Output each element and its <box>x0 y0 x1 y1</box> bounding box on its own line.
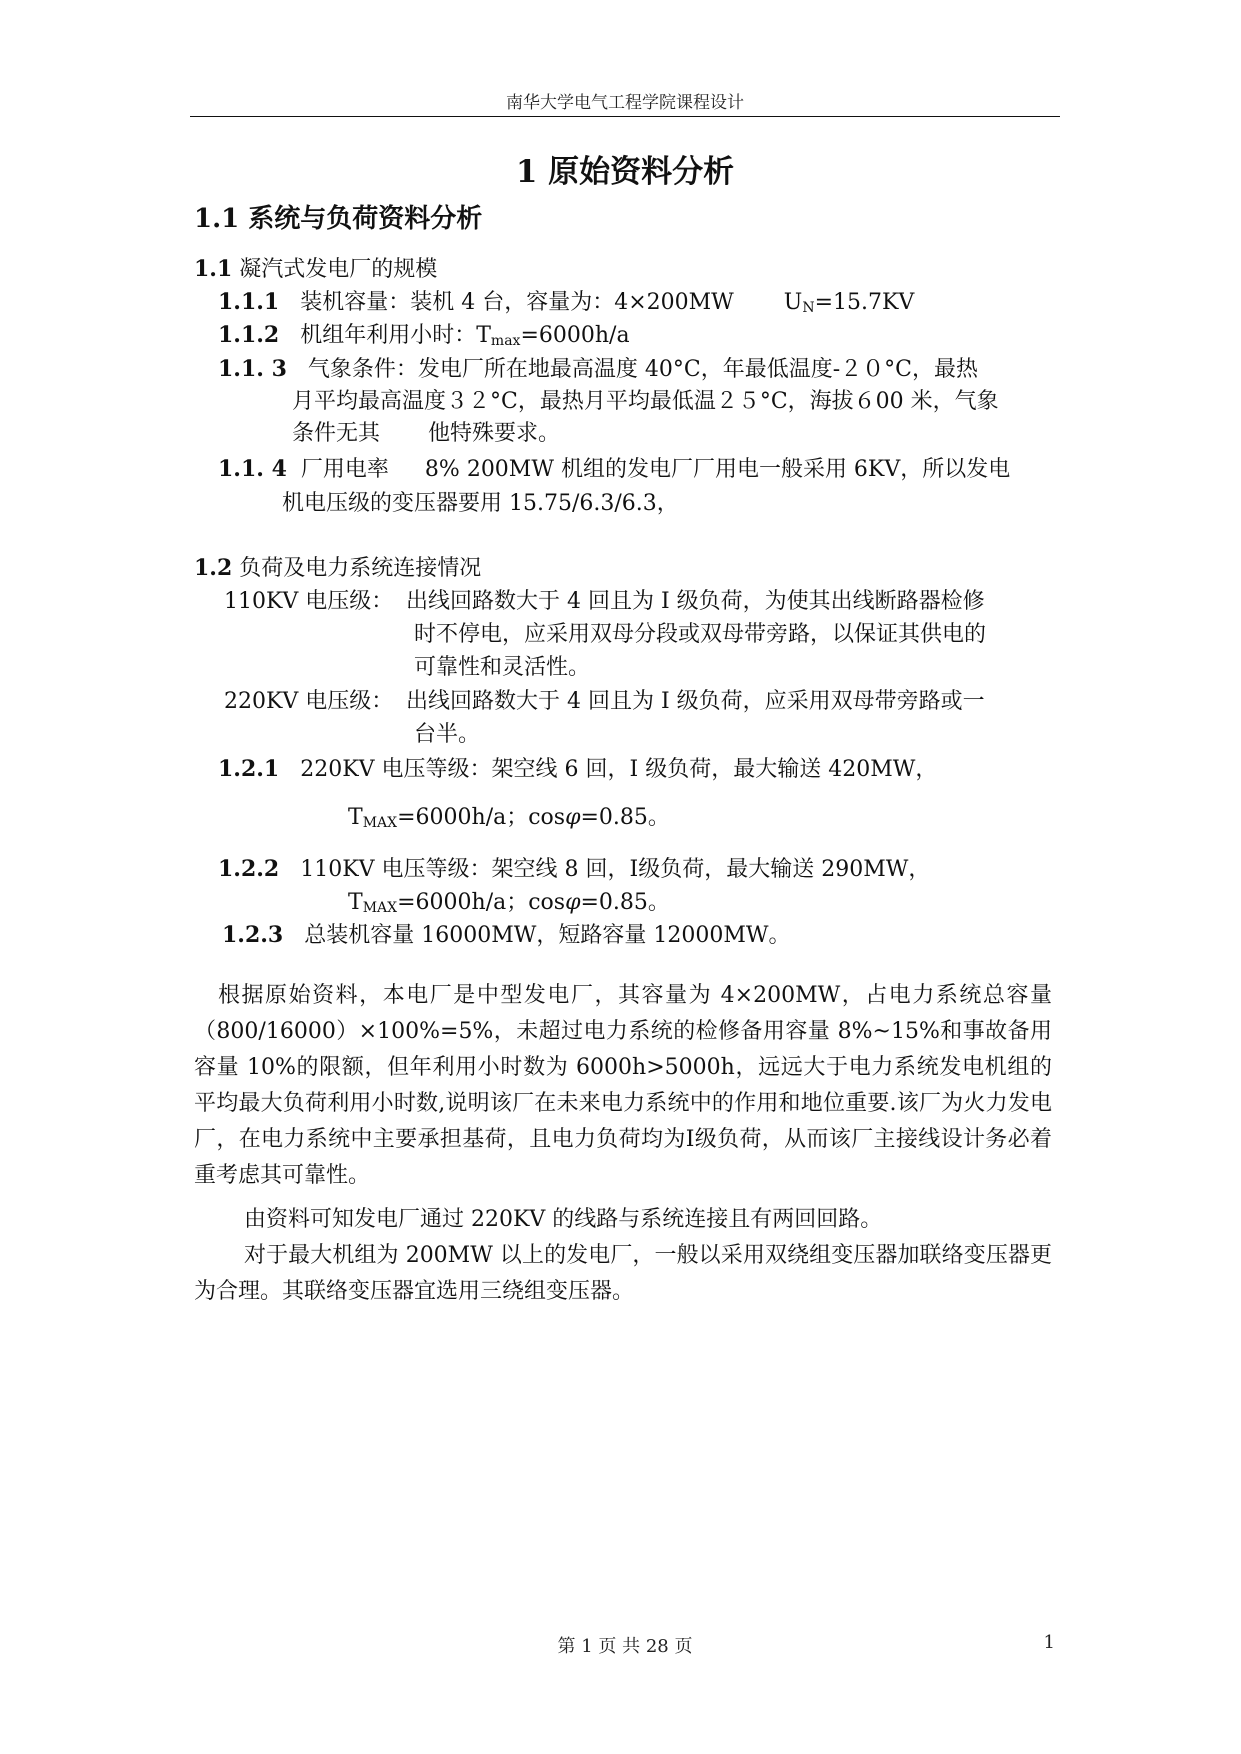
item-number: 1.1. 4 <box>218 456 287 482</box>
voltage-110kv-line: 可靠性和灵活性。 <box>414 655 591 680</box>
voltage-220kv-line: 台半。 <box>414 722 481 747</box>
body-paragraph: 由资料可知发电厂通过 220KV 的线路与系统连接且有两回回路。 <box>244 1207 883 1232</box>
subsection-number: 1.1 <box>194 256 233 282</box>
item-text-line: 月平均最高温度３２°C，最热月平均最低温２５°C，海拔６00 米，气象 <box>292 389 999 414</box>
item-1-2-1 <box>218 752 937 783</box>
page-header: 南华大学电气工程学院课程设计 <box>506 93 744 113</box>
page-number: 1 <box>1043 1632 1055 1653</box>
item-text-line: 气象条件：发电厂所在地最高温度 40°C，年最低温度-２０°C，最热 <box>307 357 978 382</box>
subsection-text: 负荷及电力系统连接情况 <box>239 556 482 581</box>
item-1-2-3 <box>222 918 790 949</box>
item-text: 220KV 电压等级：架空线 6 回，I 级负荷，最大输送 420MW， <box>300 757 938 782</box>
item-1-1-3 <box>218 352 978 383</box>
item-text-line: 机电压级的变压器要用 15.75/6.3/6.3， <box>282 491 679 516</box>
body-paragraph: 根据原始资料，本电厂是中型发电厂，其容量为 4×200MW，占电力系统总容量（800/16000）×100%=5%，未超过电力系统的检修备用容量 8%~15%和事故备用容量 10%的限额，但年利用小时数为 6000h>5000h，远远大于电力系统发电机组的平均最大负荷利用小时数,说明该厂在未来电力系统中的作用和地位重要.该厂为火力发电厂，在电力系统中主要承担基荷，且电力负荷均为Ⅰ级负荷，从而该厂主接线设计务必着重考虑其可靠性。 <box>194 983 1052 1188</box>
item-text: 总装机容量 16000MW，短路容量 12000MW。 <box>304 923 791 948</box>
item-1-1-2 <box>218 318 630 349</box>
item-number: 1.2.1 <box>218 756 280 782</box>
item-text: 装机容量：装机 4 台，容量为：4×200MW <box>300 290 734 315</box>
chapter-title: 1 原始资料分析 <box>515 154 735 190</box>
item-1-1-4: 1.1. 4 厂用电率 8% 200MW 机组的发电厂厂用电一般采用 6KV，所以发电 <box>218 456 1011 482</box>
section-title-1-1: 1.1 系统与负荷资料分析 <box>194 204 483 234</box>
subsection-1-1 <box>194 252 437 283</box>
page-footer: 第 1 页 共 28 页 <box>557 1636 693 1657</box>
header-divider <box>190 116 1060 117</box>
subsection-1-2 <box>194 551 481 582</box>
rated-voltage: $U_N=15.7KV$ <box>783 290 915 316</box>
body-paragraph: 对于最大机组为 200MW 以上的发电厂，一般以采用双绕组变压器加联络变压器更为合理。其联络变压器宜选用三绕组变压器。 <box>194 1243 1052 1304</box>
item-1-2-2 <box>218 852 930 883</box>
item-number: 1.2.2 <box>218 856 280 882</box>
item-1-2-1-params: $T_{MAX}=6000h/a$；cosφ=0.85。 <box>348 805 670 831</box>
item-number: 1.1. 3 <box>218 356 287 382</box>
item-text: 机组年利用小时：$T_{max}=6000h/a$ <box>300 323 630 349</box>
item-number: 1.2.3 <box>222 922 284 948</box>
item-1-2-2-params: $T_{MAX}=6000h/a$；cosφ=0.85。 <box>348 890 670 916</box>
voltage-220kv-label: 220KV 电压级： <box>224 689 394 714</box>
subsection-number: 1.2 <box>194 555 233 581</box>
item-number: 1.1.1 <box>218 289 280 315</box>
item-text: 110KV 电压等级：架空线 8 回，Ⅰ级负荷，最大输送 290MW， <box>300 857 931 882</box>
item-1-1-1 <box>218 285 914 316</box>
item-number: 1.1.2 <box>218 322 280 348</box>
voltage-110kv-label: 110KV 电压级： <box>224 589 394 614</box>
voltage-110kv-line: 出线回路数大于 4 回且为 I 级负荷，为使其出线断路器检修 <box>406 589 985 614</box>
item-text-line: 条件无其 他特殊要求。 <box>292 421 561 446</box>
voltage-110kv-line: 时不停电，应采用双母分段或双母带旁路，以保证其供电的 <box>414 622 987 647</box>
voltage-220kv-line: 出线回路数大于 4 回且为 I 级负荷，应采用双母带旁路或一 <box>406 689 985 714</box>
subsection-text: 凝汽式发电厂的规模 <box>239 257 438 282</box>
